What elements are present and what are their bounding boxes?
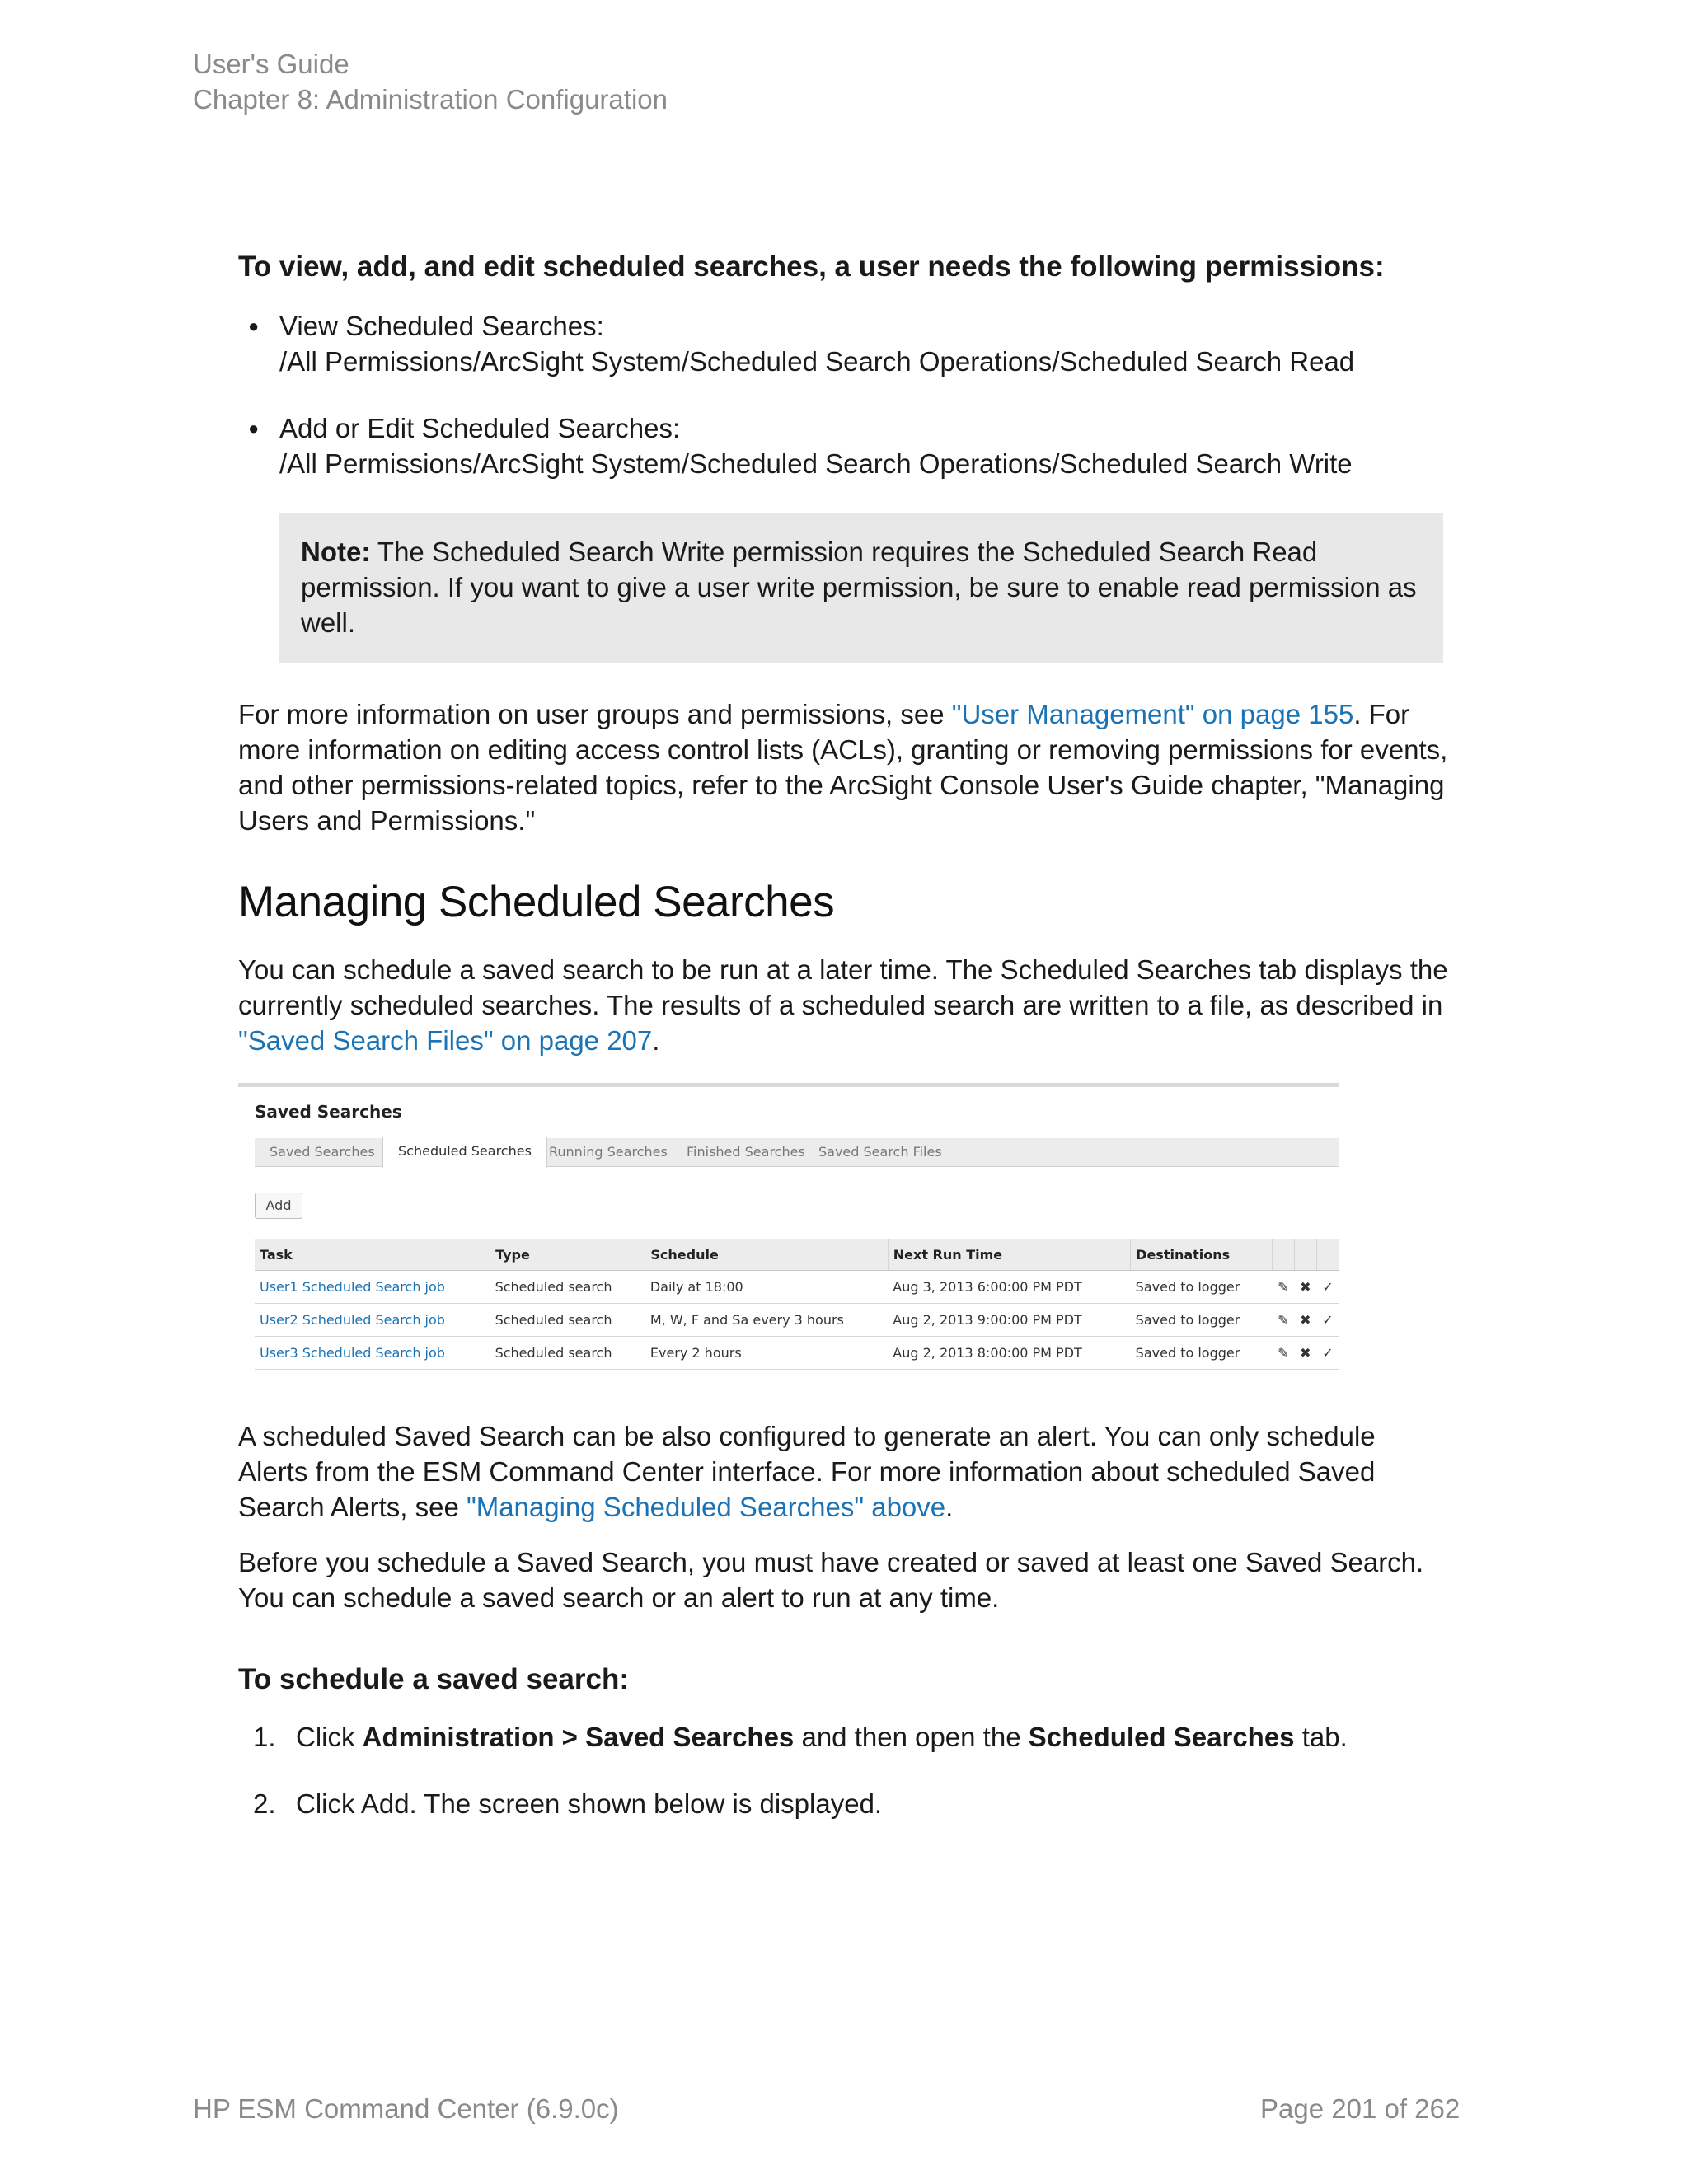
step-number: 1. [253,1722,276,1752]
tab-saved-search-files[interactable]: Saved Search Files [818,1144,942,1160]
table-row [255,1271,1339,1304]
edit-icon[interactable]: ✎ [1272,1337,1294,1370]
task-link[interactable]: User1 Scheduled Search job [255,1271,490,1304]
tab-finished-searches[interactable]: Finished Searches [687,1144,805,1160]
tab-saved-searches[interactable]: Saved Searches [270,1144,375,1160]
scheduled-searches-table [255,1239,1339,1370]
column-destinations: Destinations [1131,1239,1273,1271]
list-item [238,308,1450,379]
task-link[interactable]: User2 Scheduled Search job [255,1304,490,1337]
add-button[interactable]: Add [255,1193,302,1219]
table-header-row [255,1239,1339,1271]
column-task: Task [255,1239,490,1271]
step-number: 2. [253,1788,276,1819]
next-run-cell: Aug 3, 2013 6:00:00 PM PDT [888,1271,1130,1304]
footer-product: HP ESM Command Center (6.9.0c) [193,2093,619,2124]
check-icon[interactable]: ✓ [1316,1271,1339,1304]
step-text: and then open the [794,1722,1029,1752]
tab-scheduled-searches[interactable]: Scheduled Searches [382,1137,547,1168]
delete-icon[interactable]: ✖ [1294,1271,1316,1304]
column-type: Type [490,1239,645,1271]
column-delete [1294,1239,1316,1271]
type-cell: Scheduled search [490,1271,645,1304]
schedule-cell: Every 2 hours [645,1337,888,1370]
schedule-cell: Daily at 18:00 [645,1271,888,1304]
destination-cell: Saved to logger [1131,1271,1273,1304]
table-row [255,1304,1339,1337]
check-icon[interactable]: ✓ [1316,1337,1339,1370]
more-info-text-end: . For more information on editing access control lists (ACLs), granting or removing permissions for events, and other permissions-related topics, refer to the ArcSight Console User's Guide chapter, "Managing Users and Permissions." [238,699,1448,836]
delete-icon[interactable]: ✖ [1294,1304,1316,1337]
tab-running-searches[interactable]: Running Searches [549,1144,668,1160]
permissions-heading: To view, add, and edit scheduled searches, a user needs the following permissions: [238,251,1385,283]
step-text: Click [296,1722,363,1752]
chapter-title: Chapter 8: Administration Configuration [193,84,668,115]
note-label: Note: [301,537,371,567]
next-run-cell: Aug 2, 2013 8:00:00 PM PDT [888,1337,1130,1370]
list-item [238,1719,1450,1755]
intro-text-end: . [652,1025,660,1056]
list-item [238,410,1450,481]
footer-page-number: Page 201 of 262 [1260,2093,1461,2124]
column-schedule: Schedule [645,1239,888,1271]
permissions-list [238,308,1450,481]
alert-text: A scheduled Saved Search can be also configured to generate an alert. You can only schedule Alerts from the ESM Command Center interface. For more information about scheduled Saved Search Alerts, see [238,1421,1376,1522]
permission-path: /All Permissions/ArcSight System/Scheduled Search Operations/Scheduled Search Write [279,448,1353,479]
alert-paragraph [238,1418,1450,1525]
column-edit [1272,1239,1294,1271]
edit-icon[interactable]: ✎ [1272,1271,1294,1304]
screenshot-title: Saved Searches [255,1102,402,1122]
type-cell: Scheduled search [490,1337,645,1370]
alert-text-end: . [945,1492,954,1522]
destination-cell: Saved to logger [1131,1337,1273,1370]
step-text: Click Add. The screen shown below is displayed. [296,1788,883,1819]
table-row [255,1337,1339,1370]
destination-cell: Saved to logger [1131,1304,1273,1337]
bullet-icon: ● [248,316,260,336]
column-next-run-time: Next Run Time [888,1239,1130,1271]
step-tab-name: Scheduled Searches [1028,1722,1295,1752]
column-enable [1316,1239,1339,1271]
schedule-cell: M, W, F and Sa every 3 hours [645,1304,888,1337]
intro-paragraph [238,952,1450,1058]
next-run-cell: Aug 2, 2013 9:00:00 PM PDT [888,1304,1130,1337]
procedure-steps [238,1719,1450,1821]
note-box [279,513,1443,663]
more-info-text: For more information on user groups and permissions, see [238,699,952,729]
saved-search-files-link[interactable]: "Saved Search Files" on page 207 [238,1025,653,1056]
tab-bar [255,1138,1339,1167]
before-paragraph: Before you schedule a Saved Search, you must have created or saved at least one Saved Search. You can schedule a saved search or an alert to run at any time. [238,1547,1424,1613]
step-menu-path: Administration > Saved Searches [362,1722,795,1752]
managing-scheduled-searches-link[interactable]: "Managing Scheduled Searches" above [466,1492,946,1522]
bullet-icon: ● [248,418,260,438]
permission-label: Add or Edit Scheduled Searches: [279,413,681,443]
user-management-link[interactable]: "User Management" on page 155 [951,699,1354,729]
note-text: The Scheduled Search Write permission requires the Scheduled Search Read permission. If you want to give a user write permission, be sure to enable read permission as well. [301,537,1417,638]
type-cell: Scheduled search [490,1304,645,1337]
check-icon[interactable]: ✓ [1316,1304,1339,1337]
scheduled-searches-screenshot [238,1083,1339,1374]
edit-icon[interactable]: ✎ [1272,1304,1294,1337]
list-item [238,1786,1450,1821]
page-body [238,246,1450,1853]
section-title: Managing Scheduled Searches [238,878,835,926]
intro-text: You can schedule a saved search to be run at a later time. The Scheduled Searches tab displays the currently scheduled searches. The results of a scheduled search are written to a file, as described in [238,954,1448,1020]
more-info-paragraph [238,696,1450,838]
permission-path: /All Permissions/ArcSight System/Scheduled Search Operations/Scheduled Search Read [279,346,1355,377]
running-header [193,46,668,117]
step-text: tab. [1294,1722,1348,1752]
permission-label: View Scheduled Searches: [279,311,604,341]
delete-icon[interactable]: ✖ [1294,1337,1316,1370]
task-link[interactable]: User3 Scheduled Search job [255,1337,490,1370]
guide-title: User's Guide [193,49,349,79]
procedure-heading: To schedule a saved search: [238,1663,630,1695]
